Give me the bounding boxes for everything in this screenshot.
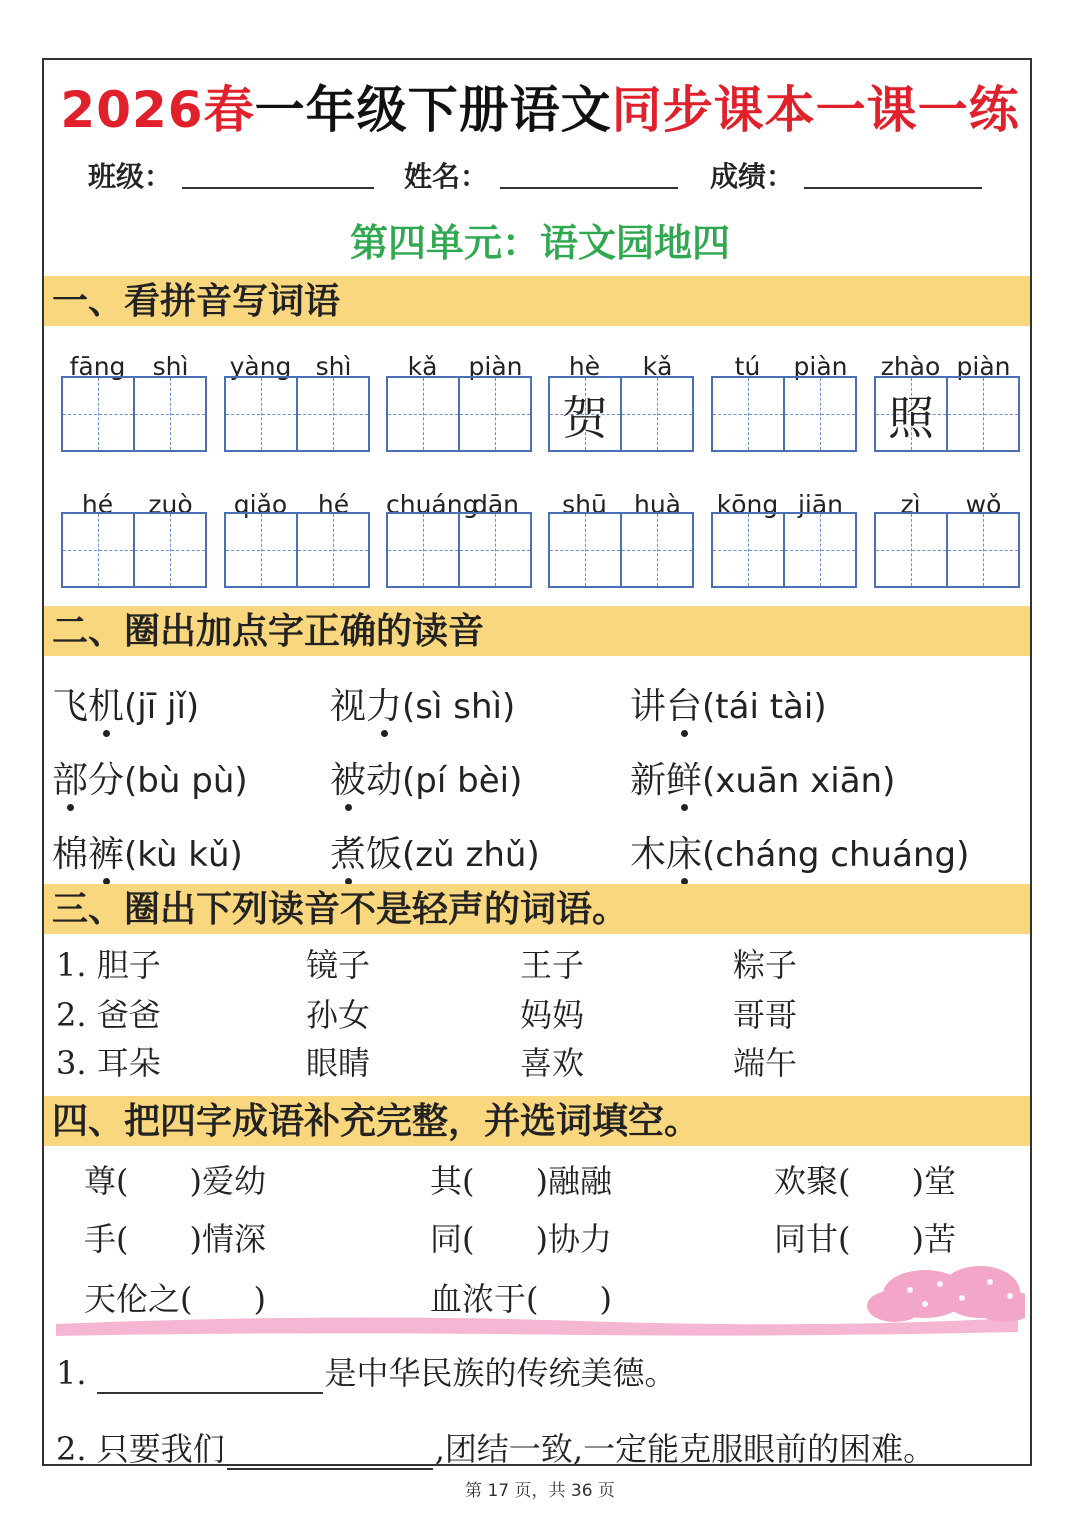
writing-grid-box[interactable] xyxy=(386,376,532,452)
grid-cell[interactable] xyxy=(785,378,855,450)
writing-grid-box[interactable] xyxy=(711,512,857,588)
dotted-char: 裤 xyxy=(88,834,125,875)
grid-cell[interactable] xyxy=(388,514,460,586)
pinyin-label: jiān xyxy=(797,490,844,519)
flower-decoration-icon xyxy=(50,1262,1025,1342)
pinyin-options: (bù pù) xyxy=(124,761,248,801)
dotted-char: 部 xyxy=(52,760,89,801)
pinyin-label: kōng xyxy=(716,490,779,519)
pinyin-label: hè xyxy=(568,352,601,381)
grid-cell[interactable] xyxy=(876,378,948,450)
pinyin-label: shū xyxy=(562,490,607,519)
class-field[interactable] xyxy=(182,187,374,189)
pinyin-options: (xuān xiān) xyxy=(702,761,896,801)
reading-choice-item[interactable] xyxy=(630,752,895,803)
word-char: 新 xyxy=(630,760,667,801)
score-field[interactable] xyxy=(804,187,982,189)
pinyin-options: (tái tài) xyxy=(702,687,827,727)
grid-cell[interactable] xyxy=(226,378,298,450)
writing-grid-box[interactable] xyxy=(224,512,370,588)
q1-answer-blank[interactable] xyxy=(97,1362,323,1394)
writing-grid-box[interactable] xyxy=(874,376,1020,452)
name-field[interactable] xyxy=(500,187,678,189)
pinyin-label: zuò xyxy=(148,490,193,519)
writing-grid-box[interactable] xyxy=(224,376,370,452)
word-option[interactable]: 镜子 xyxy=(306,946,371,984)
pinyin-label: yàng xyxy=(229,352,292,381)
student-info-row xyxy=(88,155,1008,195)
pinyin-label: hé xyxy=(81,490,114,519)
grid-cell[interactable] xyxy=(460,514,530,586)
pinyin-label: piàn xyxy=(793,352,848,381)
word-option[interactable]: 1. 胆子 xyxy=(56,946,161,984)
word-option[interactable]: 3. 耳朵 xyxy=(56,1044,161,1082)
idiom-blank-item[interactable]: 欢聚( )堂 xyxy=(774,1162,957,1200)
grid-cell[interactable] xyxy=(63,378,135,450)
pinyin-label: qiǎo xyxy=(233,490,288,519)
reading-choice-item[interactable] xyxy=(52,826,243,877)
word-option[interactable]: 喜欢 xyxy=(520,1044,585,1082)
word-char: 讲 xyxy=(630,686,667,727)
word-char: 棉 xyxy=(52,834,89,875)
pinyin-label: dān xyxy=(471,490,520,519)
pinyin-label: shì xyxy=(152,352,189,381)
word-char: 饭 xyxy=(366,834,403,875)
reading-choice-item[interactable] xyxy=(330,826,540,877)
pinyin-options: (cháng chuáng) xyxy=(702,835,970,875)
pinyin-options: (sì shì) xyxy=(402,687,516,727)
dotted-char: 床 xyxy=(666,834,703,875)
grid-cell[interactable] xyxy=(135,514,205,586)
dotted-char: 力 xyxy=(366,686,403,727)
title-year: 2026春 xyxy=(60,81,255,139)
class-label: 班级： xyxy=(88,160,173,193)
q1-number: 1. xyxy=(56,1354,87,1392)
word-option[interactable]: 2. 爸爸 xyxy=(56,996,161,1034)
score-label: 成绩： xyxy=(710,160,795,193)
title-grade: 一年级下册语文 xyxy=(254,81,612,139)
q2-start: 2. 只要我们 xyxy=(56,1430,225,1468)
reading-choice-item[interactable] xyxy=(52,678,199,729)
pinyin-label: fāng xyxy=(69,352,126,381)
q1-text: 是中华民族的传统美德。 xyxy=(324,1354,677,1392)
dotted-char: 被 xyxy=(330,760,367,801)
pinyin-label: kǎ xyxy=(642,352,673,381)
grid-cell[interactable] xyxy=(785,514,855,586)
writing-grid-box[interactable] xyxy=(874,512,1020,588)
section-2-heading: 二、圈出加点字正确的读音 xyxy=(44,606,1030,656)
dotted-char: 台 xyxy=(666,686,703,727)
grid-cell[interactable] xyxy=(135,378,205,450)
idiom-blank-item[interactable]: 尊( )爱幼 xyxy=(84,1162,267,1200)
pinyin-label: chuáng xyxy=(386,490,479,519)
pinyin-options: (pí bèi) xyxy=(402,761,523,801)
grid-cell[interactable] xyxy=(226,514,298,586)
worksheet-title xyxy=(0,70,1080,142)
fill-sentence-2 xyxy=(56,1424,935,1470)
reading-choice-item[interactable] xyxy=(52,752,248,803)
fill-sentence-1 xyxy=(56,1348,677,1394)
page-footer: 第 17 页，共 36 页 xyxy=(465,1481,615,1501)
pinyin-options: (kù kǔ) xyxy=(124,835,243,875)
word-char: 分 xyxy=(88,760,125,801)
grid-cell[interactable] xyxy=(298,514,368,586)
dotted-char: 煮 xyxy=(330,834,367,875)
pinyin-label: hé xyxy=(317,490,350,519)
unit-title: 第四单元：语文园地四 xyxy=(349,221,730,265)
title-series: 同步课本一课一练 xyxy=(611,81,1020,139)
pinyin-label: huà xyxy=(633,490,681,519)
pinyin-options: (jī jǐ) xyxy=(124,687,200,727)
word-option[interactable]: 端午 xyxy=(733,1044,798,1082)
grid-cell[interactable] xyxy=(876,514,948,586)
word-char: 视 xyxy=(330,686,367,727)
q2-text: ,团结一致,一定能克服眼前的困难。 xyxy=(434,1430,936,1468)
word-option[interactable]: 粽子 xyxy=(733,946,798,984)
pinyin-label: piàn xyxy=(468,352,523,381)
word-char: 飞 xyxy=(52,686,89,727)
writing-grid-box[interactable] xyxy=(386,512,532,588)
grid-cell[interactable] xyxy=(388,378,460,450)
grid-cell[interactable] xyxy=(948,378,1018,450)
writing-grid-box[interactable] xyxy=(548,376,694,452)
word-option[interactable]: 孙女 xyxy=(306,996,371,1034)
word-option[interactable]: 妈妈 xyxy=(520,996,585,1034)
idiom-blank-item[interactable]: 同甘( )苦 xyxy=(774,1220,957,1258)
q2-answer-blank[interactable] xyxy=(227,1438,433,1470)
reading-choice-item[interactable] xyxy=(330,752,522,803)
writing-grid-box[interactable] xyxy=(548,512,694,588)
pinyin-label: wǒ xyxy=(965,490,1002,519)
grid-cell[interactable] xyxy=(622,378,692,450)
written-character: 贺 xyxy=(562,391,608,445)
idiom-blank-item[interactable]: 血浓于( ) xyxy=(430,1280,613,1318)
grid-cell[interactable] xyxy=(63,514,135,586)
word-option[interactable]: 眼睛 xyxy=(306,1044,371,1082)
dotted-char: 机 xyxy=(88,686,125,727)
pinyin-label: kǎ xyxy=(407,352,438,381)
section-4-heading: 四、把四字成语补充完整，并选词填空。 xyxy=(44,1096,1030,1146)
writing-grid-box[interactable] xyxy=(61,512,207,588)
pinyin-label: zì xyxy=(900,490,921,519)
grid-cell[interactable] xyxy=(622,514,692,586)
word-char: 动 xyxy=(366,760,403,801)
dotted-char: 鲜 xyxy=(666,760,703,801)
idiom-blank-item[interactable]: 天伦之( ) xyxy=(84,1280,267,1318)
written-character: 照 xyxy=(888,391,934,445)
grid-cell[interactable] xyxy=(713,514,785,586)
section-1-heading: 一、看拼音写词语 xyxy=(44,276,1030,326)
word-option[interactable]: 哥哥 xyxy=(733,996,798,1034)
grid-cell[interactable] xyxy=(948,514,1018,586)
word-char: 木 xyxy=(630,834,667,875)
reading-choice-item[interactable] xyxy=(630,678,827,729)
pinyin-label: piàn xyxy=(956,352,1011,381)
idiom-blank-item[interactable]: 其( )融融 xyxy=(430,1162,613,1200)
pinyin-label: shì xyxy=(315,352,352,381)
writing-grid-box[interactable] xyxy=(711,376,857,452)
pinyin-label: tú xyxy=(734,352,761,381)
section-3-heading: 三、圈出下列读音不是轻声的词语。 xyxy=(44,884,1030,934)
word-option[interactable]: 王子 xyxy=(520,946,585,984)
grid-cell[interactable] xyxy=(550,514,622,586)
name-label: 姓名： xyxy=(404,160,489,193)
grid-cell[interactable] xyxy=(298,378,368,450)
reading-choice-item[interactable] xyxy=(330,678,515,729)
grid-cell[interactable] xyxy=(460,378,530,450)
grid-cell[interactable] xyxy=(713,378,785,450)
idiom-blank-item[interactable]: 手( )情深 xyxy=(84,1220,267,1258)
idiom-blank-item[interactable]: 同( )协力 xyxy=(430,1220,613,1258)
reading-choice-item[interactable] xyxy=(630,826,969,877)
writing-grid-box[interactable] xyxy=(61,376,207,452)
pinyin-label: zhào xyxy=(880,352,941,381)
grid-cell[interactable] xyxy=(550,378,622,450)
pinyin-options: (zǔ zhǔ) xyxy=(402,835,540,875)
